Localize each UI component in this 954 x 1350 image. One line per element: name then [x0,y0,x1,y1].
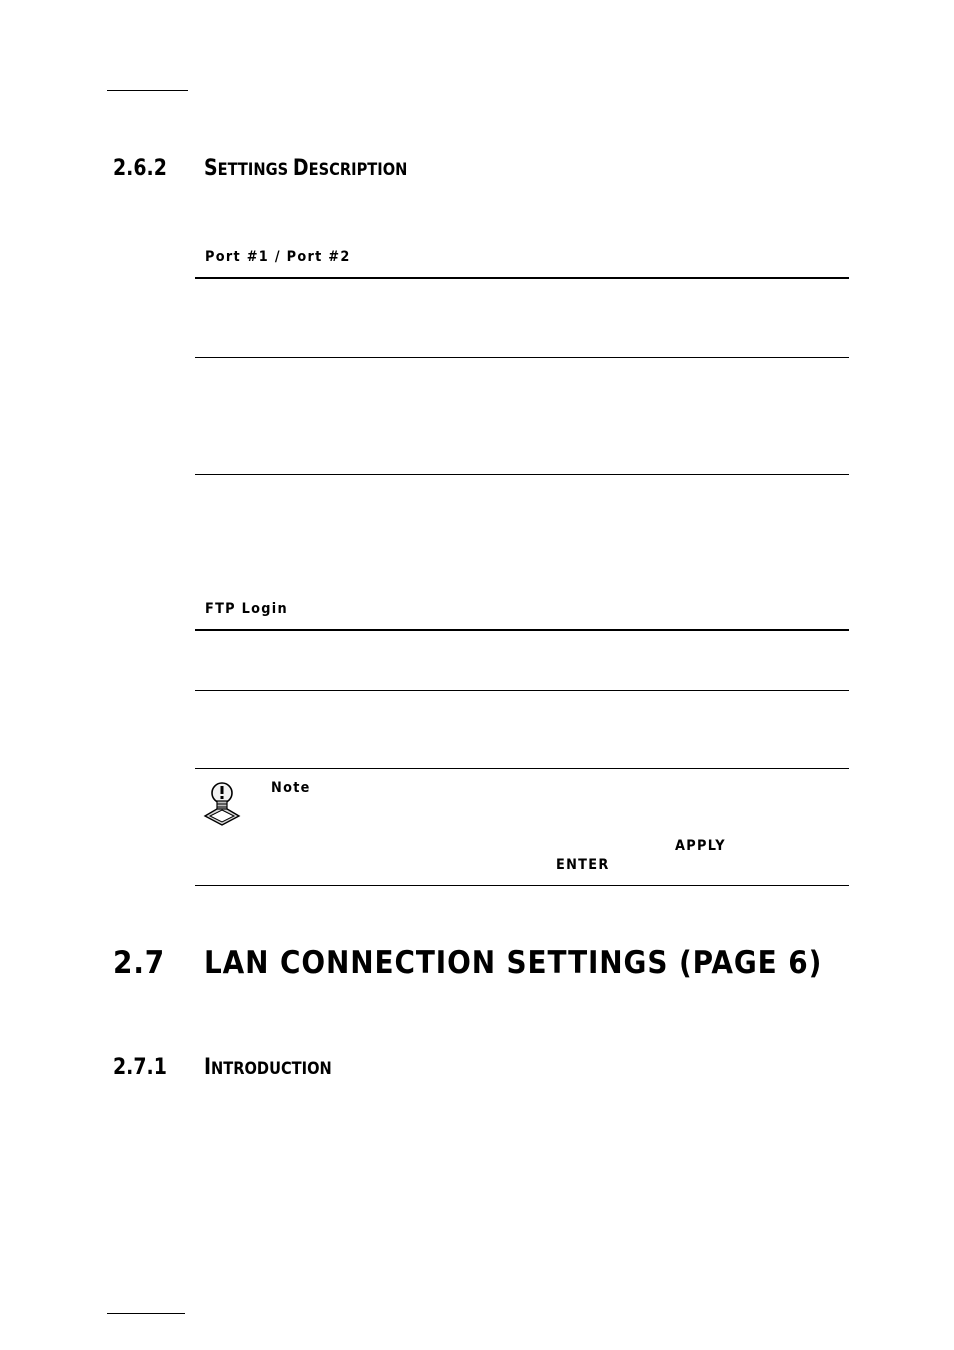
page-footer-rule [107,1313,185,1314]
section-number-2-6-2: 2.6.2 [113,156,167,181]
title-rest-ntroduction: NTRODUCTION [211,1059,332,1079]
note-top-rule [195,768,849,769]
table-port-row-rule-1 [195,357,849,358]
title-cap-d: D [292,156,309,181]
title-rest-ettings: ETTINGS [217,160,289,180]
table-ftp-row-rule-1 [195,690,849,691]
title-rest-escription: ESCRIPTION [308,160,408,180]
note-bottom-rule [195,885,849,886]
section-title-lan-connection-settings: LAN CONNECTION SETTINGS (PAGE 6) [204,945,823,981]
page-header-rule [107,90,188,91]
table-title-port: Port #1 / Port #2 [205,249,351,265]
section-number-2-7-1: 2.7.1 [113,1055,167,1080]
table-port-row-rule-2 [195,474,849,475]
section-title-settings-description [204,156,407,181]
table-title-ftp-login: FTP Login [205,601,288,617]
title-cap-i: I [204,1055,212,1080]
table-port-top-rule [195,277,849,279]
note-label: Note [271,780,311,796]
lightbulb-note-icon [203,780,241,826]
enter-keyword: ENTER [556,857,610,873]
title-cap-s: S [204,156,218,181]
apply-keyword: APPLY [675,838,726,854]
section-number-2-7: 2.7 [113,945,166,981]
section-title-introduction [204,1055,332,1080]
table-ftp-top-rule [195,629,849,631]
